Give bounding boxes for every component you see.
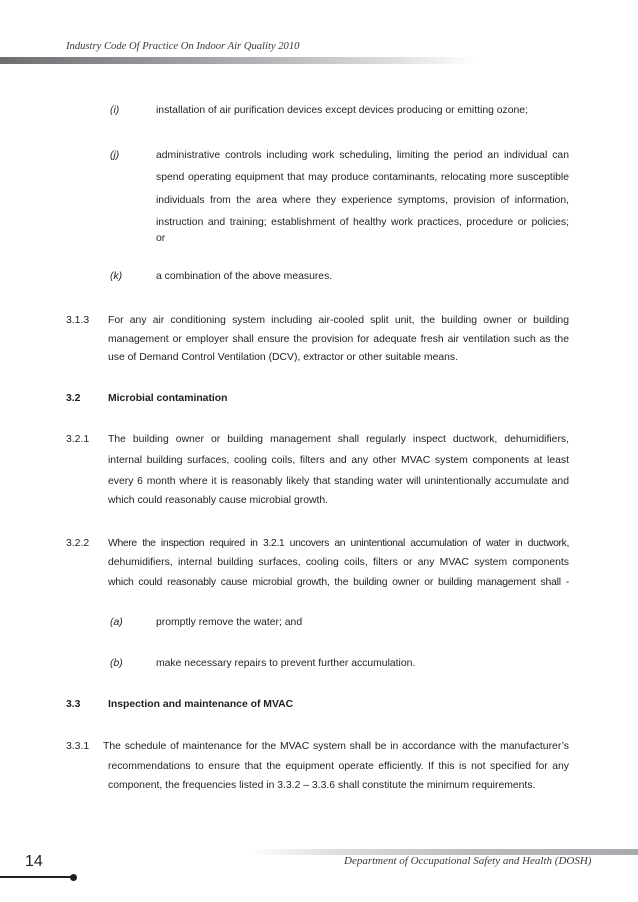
item-j-line-3: individuals from the area where they experience symptoms, provision of information,: [156, 195, 569, 206]
section-3-1-3-line-3: use of Demand Control Ventilation (DCV), extractor or other suitable means.: [108, 352, 458, 363]
footer-organization: Department of Occupational Safety and Health (DOSH): [344, 855, 592, 867]
item-j-line-1: administrative controls including work scheduling, limiting the period an individual can: [156, 150, 569, 161]
page-number-rule: [0, 876, 72, 878]
section-3-3-1-line-1: The schedule of maintenance for the MVAC system shall be in accordance with the manufacturer’s: [103, 741, 569, 752]
section-number-3-3: 3.3: [66, 699, 81, 710]
item-j-line-5: or: [156, 233, 166, 244]
item-j-line-2: spend operating equipment that may produce contaminants, relocating more susceptible: [156, 172, 569, 183]
section-3-2-2-line-3: which could reasonably cause microbial growth, the building owner or building management shall -: [108, 577, 569, 588]
item-label-i: (i): [110, 105, 120, 116]
item-i-line-1: installation of air purification devices except devices producing or emitting ozone;: [156, 105, 528, 116]
section-3-2-1-line-2: internal building surfaces, cooling coils, filters and any other MVAC system components at least: [108, 455, 569, 466]
sub-label-b: (b): [110, 658, 123, 669]
section-heading-3-3: Inspection and maintenance of MVAC: [108, 699, 294, 710]
section-number-3-2: 3.2: [66, 393, 81, 404]
section-number-3-2-2: 3.2.2: [66, 538, 90, 549]
sub-label-a: (a): [110, 617, 123, 628]
section-number-3-2-1: 3.2.1: [66, 434, 90, 445]
section-3-2-1-line-3: every 6 month where it is reasonably likely that standing water will unintentionally accumulate and: [108, 476, 569, 487]
item-label-j: (j): [110, 150, 120, 161]
section-3-2-1-line-4: which could reasonably cause microbial growth.: [108, 495, 329, 506]
section-3-2-1-line-1: The building owner or building management shall regularly inspect ductwork, dehumidifiers,: [108, 434, 569, 445]
item-j-line-4: instruction and training; establishment of healthy work practices, procedure or policies;: [156, 217, 569, 228]
section-3-2-2-line-2: dehumidifiers, internal building surfaces, cooling coils, filters or any MVAC system components: [108, 557, 569, 568]
running-header-title: Industry Code Of Practice On Indoor Air Quality 2010: [66, 41, 300, 52]
page-number: 14: [25, 853, 43, 870]
page-number-dot: [70, 874, 77, 881]
sub-item-a-text: promptly remove the water; and: [156, 617, 303, 628]
section-3-1-3-line-2: management or employer shall ensure the provision for adequate fresh air ventilation such as the: [108, 334, 569, 345]
section-3-3-1-line-3: component, the frequencies listed in 3.3.2 – 3.3.6 shall constitute the minimum requirements.: [108, 780, 536, 791]
item-label-k: (k): [110, 271, 123, 282]
section-number-3-3-1: 3.3.1: [66, 741, 90, 752]
section-3-2-2-line-1: Where the inspection required in 3.2.1 uncovers an unintentional accumulation of water in ductwork,: [108, 538, 569, 549]
section-3-3-1-line-2: recommendations to ensure that the equipment operate efficiently. If this is not specified for any: [108, 761, 569, 772]
header-rule: [0, 57, 638, 64]
section-number-3-1-3: 3.1.3: [66, 315, 90, 326]
section-3-1-3-line-1: For any air conditioning system including air-cooled split unit, the building owner or building: [108, 315, 569, 326]
section-heading-3-2: Microbial contamination: [108, 393, 228, 404]
sub-item-b-text: make necessary repairs to prevent further accumulation.: [156, 658, 416, 669]
item-k-line-1: a combination of the above measures.: [156, 271, 333, 282]
